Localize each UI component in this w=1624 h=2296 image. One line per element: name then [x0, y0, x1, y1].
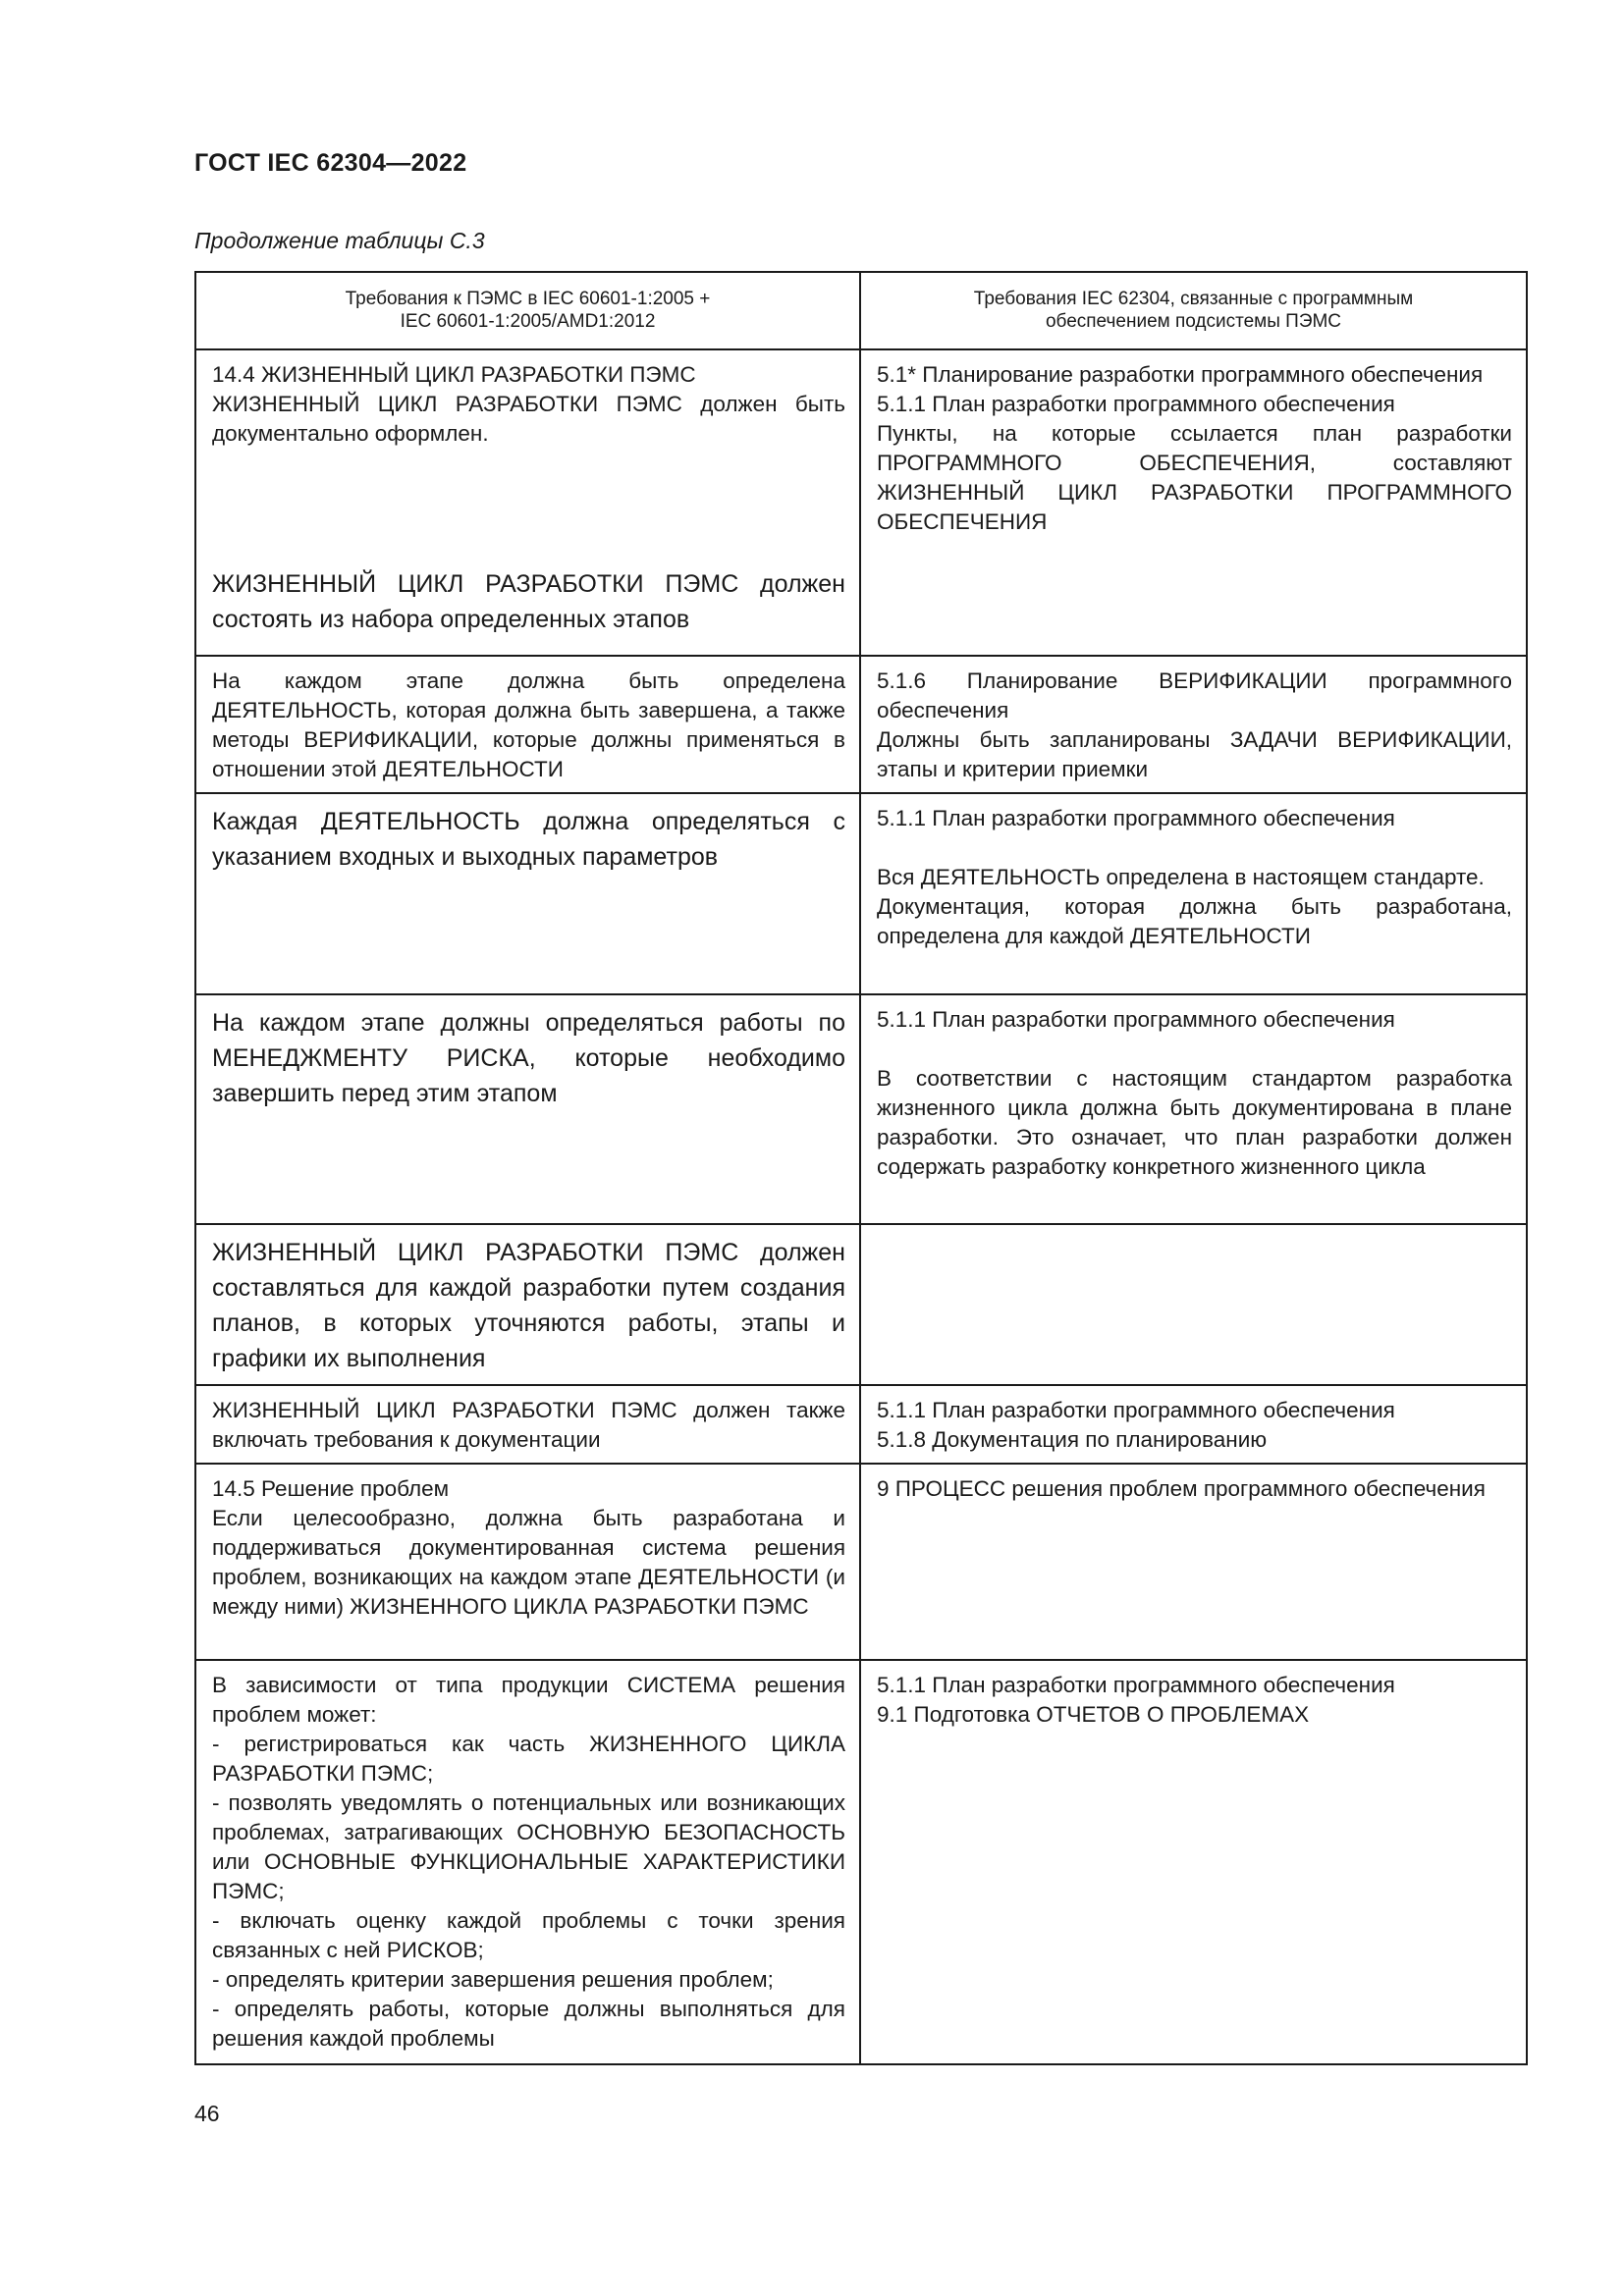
document-id: ГОСТ IEC 62304—2022 — [194, 149, 467, 177]
table-row — [195, 349, 1527, 656]
table-cell-right: 5.1.1 План разработки программного обеспечения 5.1.8 Документация по планированию — [860, 1385, 1527, 1464]
table-cell-left: В зависимости от типа продукции СИСТЕМА решения проблем может: - регистрироваться как часть ЖИЗНЕННОГО ЦИКЛА РАЗРАБОТКИ ПЭМС; - позволять уведомлять о потенциальных или возникающих проблемах, затрагивающих ОСНОВНУЮ БЕЗОПАСНОСТЬ или ОСНОВНЫЕ ФУНКЦИОНАЛЬНЫЕ ХАРАКТЕРИСТИКИ ПЭМС; - включать оценку каждой проблемы с точки зрения связанных с ней РИСКОВ; - определять критерии завершения решения проблем; - определять работы, которые должны выполняться для решения каждой проблемы — [195, 1660, 860, 2064]
requirements-table — [194, 271, 1528, 2065]
table-cell-right: 5.1.1 План разработки программного обеспечения 9.1 Подготовка ОТЧЕТОВ О ПРОБЛЕМАХ — [860, 1660, 1527, 2064]
table-cell-left: На каждом этапе должны определяться работы по МЕНЕДЖМЕНТУ РИСКА, которые необходимо завершить перед этим этапом — [195, 994, 860, 1224]
table-cell-left: ЖИЗНЕННЫЙ ЦИКЛ РАЗРАБОТКИ ПЭМС должен составляться для каждой разработки путем создания планов, в которых уточняются работы, этапы и графики их выполнения — [195, 1224, 860, 1385]
table-row — [195, 1224, 1527, 1385]
table-row — [195, 1660, 1527, 2064]
table-row — [195, 1464, 1527, 1660]
table-row — [195, 656, 1527, 793]
table-row — [195, 793, 1527, 994]
table-cell-right: 5.1.6 Планирование ВЕРИФИКАЦИИ программного обеспечения Должны быть запланированы ЗАДАЧИ ВЕРИФИКАЦИИ, этапы и критерии приемки — [860, 656, 1527, 793]
page-number: 46 — [194, 2101, 220, 2126]
table-cell-right: 5.1.1 План разработки программного обеспечения В соответствии с настоящим стандартом разработка жизненного цикла должна быть документирована в плане разработки. Это означает, что план разработки должен содержать разработку конкретного жизненного цикла — [860, 994, 1527, 1224]
table-header-row — [195, 272, 1527, 349]
column-header-iec62304: Требования IEC 62304, связанные с программным обеспечением подсистемы ПЭМС — [860, 272, 1527, 349]
table-cell-left: 14.5 Решение проблем Если целесообразно, должна быть разработана и поддерживаться документированная система решения проблем, возникающих на каждом этапе ДЕЯТЕЛЬНОСТИ (и между ними) ЖИЗНЕННОГО ЦИКЛА РАЗРАБОТКИ ПЭМС — [195, 1464, 860, 1660]
table-cell-left: Каждая ДЕЯТЕЛЬНОСТЬ должна определяться с указанием входных и выходных параметров — [195, 793, 860, 994]
table-cell-left: 14.4 ЖИЗНЕННЫЙ ЦИКЛ РАЗРАБОТКИ ПЭМС ЖИЗНЕННЫЙ ЦИКЛ РАЗРАБОТКИ ПЭМС должен быть документально оформлен. ЖИЗНЕННЫЙ ЦИКЛ РАЗРАБОТКИ ПЭМС должен состоять из набора определенных этапов — [195, 349, 860, 656]
table-cell-right: 5.1.1 План разработки программного обеспечения Вся ДЕЯТЕЛЬНОСТЬ определена в настоящем стандарте. Документация, которая должна быть разработана, определена для каждой ДЕЯТЕЛЬНОСТИ — [860, 793, 1527, 994]
table-cell-right: 5.1* Планирование разработки программного обеспечения 5.1.1 План разработки программного обеспечения Пункты, на которые ссылается план разработки ПРОГРАММНОГО ОБЕСПЕЧЕНИЯ, составляют ЖИЗНЕННЫЙ ЦИКЛ РАЗРАБОТКИ ПРОГРАММНОГО ОБЕСПЕЧЕНИЯ — [860, 349, 1527, 656]
table-cell-right: 9 ПРОЦЕСС решения проблем программного обеспечения — [860, 1464, 1527, 1660]
table-row — [195, 1385, 1527, 1464]
table-cell-left: На каждом этапе должна быть определена ДЕЯТЕЛЬНОСТЬ, которая должна быть завершена, а также методы ВЕРИФИКАЦИИ, которые должны применяться в отношении этой ДЕЯТЕЛЬНОСТИ — [195, 656, 860, 793]
table-row — [195, 994, 1527, 1224]
table-cell-left: ЖИЗНЕННЫЙ ЦИКЛ РАЗРАБОТКИ ПЭМС должен также включать требования к документации — [195, 1385, 860, 1464]
table-cell-right-empty — [860, 1224, 1527, 1385]
column-header-pems: Требования к ПЭМС в IEC 60601-1:2005 + IEC 60601-1:2005/AMD1:2012 — [195, 272, 860, 349]
table-continuation-caption: Продолжение таблицы С.3 — [194, 228, 485, 253]
